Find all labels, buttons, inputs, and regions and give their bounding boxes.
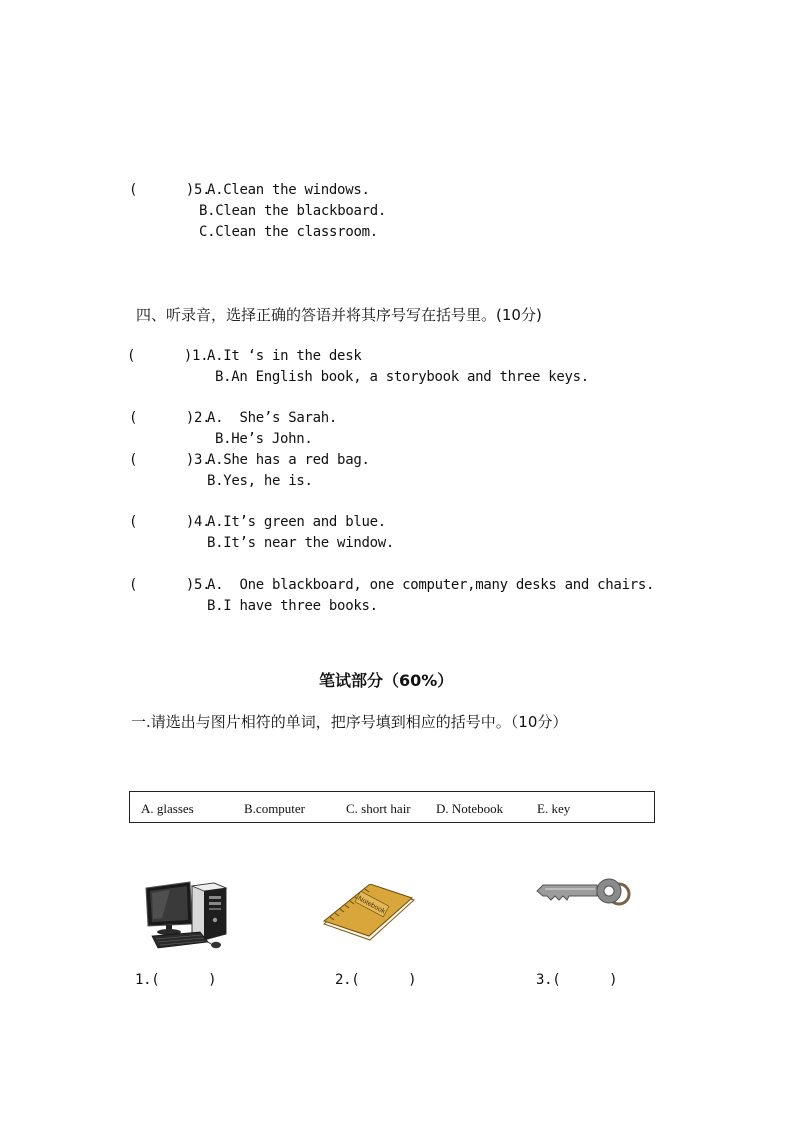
- written-part-title: 笔试部分（60%）: [319, 671, 454, 690]
- written-instruction: 一.请选出与图片相符的单词，把序号填到相应的括号中。（10分）: [131, 713, 568, 731]
- q4-5-bracket[interactable]: ( )5.: [129, 577, 211, 593]
- q4-4-bracket[interactable]: ( )4.: [129, 514, 211, 530]
- answer-3-bracket[interactable]: 3.( ): [536, 972, 618, 988]
- notebook-image: [320, 884, 416, 942]
- option-e: E. key: [537, 801, 571, 816]
- answer-1-bracket[interactable]: 1.( ): [135, 972, 217, 988]
- q3-5-option-a: A.Clean the windows.: [207, 182, 370, 198]
- computer-image: [140, 880, 232, 950]
- q4-2-option-a: A. She’s Sarah.: [207, 410, 338, 426]
- q4-2-bracket[interactable]: ( )2.: [129, 410, 211, 426]
- q3-5-option-c: C.Clean the classroom.: [199, 224, 378, 240]
- option-b: B.computer: [244, 801, 306, 816]
- q4-3-option-b: B.Yes, he is.: [207, 473, 313, 489]
- q3-5-option-b: B.Clean the blackboard.: [199, 203, 386, 219]
- q4-1-option-b: B.An English book, a storybook and three keys.: [215, 369, 589, 385]
- q4-4-option-a: A.It’s green and blue.: [207, 514, 386, 530]
- option-d: D. Notebook: [436, 801, 504, 816]
- q4-3-option-a: A.She has a red bag.: [207, 452, 370, 468]
- option-a: A. glasses: [141, 801, 194, 816]
- q4-3-bracket[interactable]: ( )3.: [129, 452, 211, 468]
- q4-2-option-b: B.He’s John.: [215, 431, 313, 447]
- q4-1-bracket[interactable]: ( )1.: [127, 348, 209, 364]
- q4-4-option-b: B.It’s near the window.: [207, 535, 394, 551]
- answer-2-bracket[interactable]: 2.( ): [335, 972, 417, 988]
- notebook-cover-label: Notebook: [356, 895, 387, 916]
- q4-5-option-a: A. One blackboard, one computer,many desks and chairs.: [207, 577, 655, 593]
- q4-5-option-b: B.I have three books.: [207, 598, 378, 614]
- option-c: C. short hair: [346, 801, 411, 816]
- key-image: [535, 874, 631, 914]
- word-options-box: [129, 791, 655, 823]
- q3-5-bracket[interactable]: ( )5.: [129, 182, 211, 198]
- q4-1-option-a: A.It ‘s in the desk: [207, 348, 362, 364]
- section4-heading: 四、听录音，选择正确的答语并将其序号写在括号里。(10分): [136, 306, 542, 324]
